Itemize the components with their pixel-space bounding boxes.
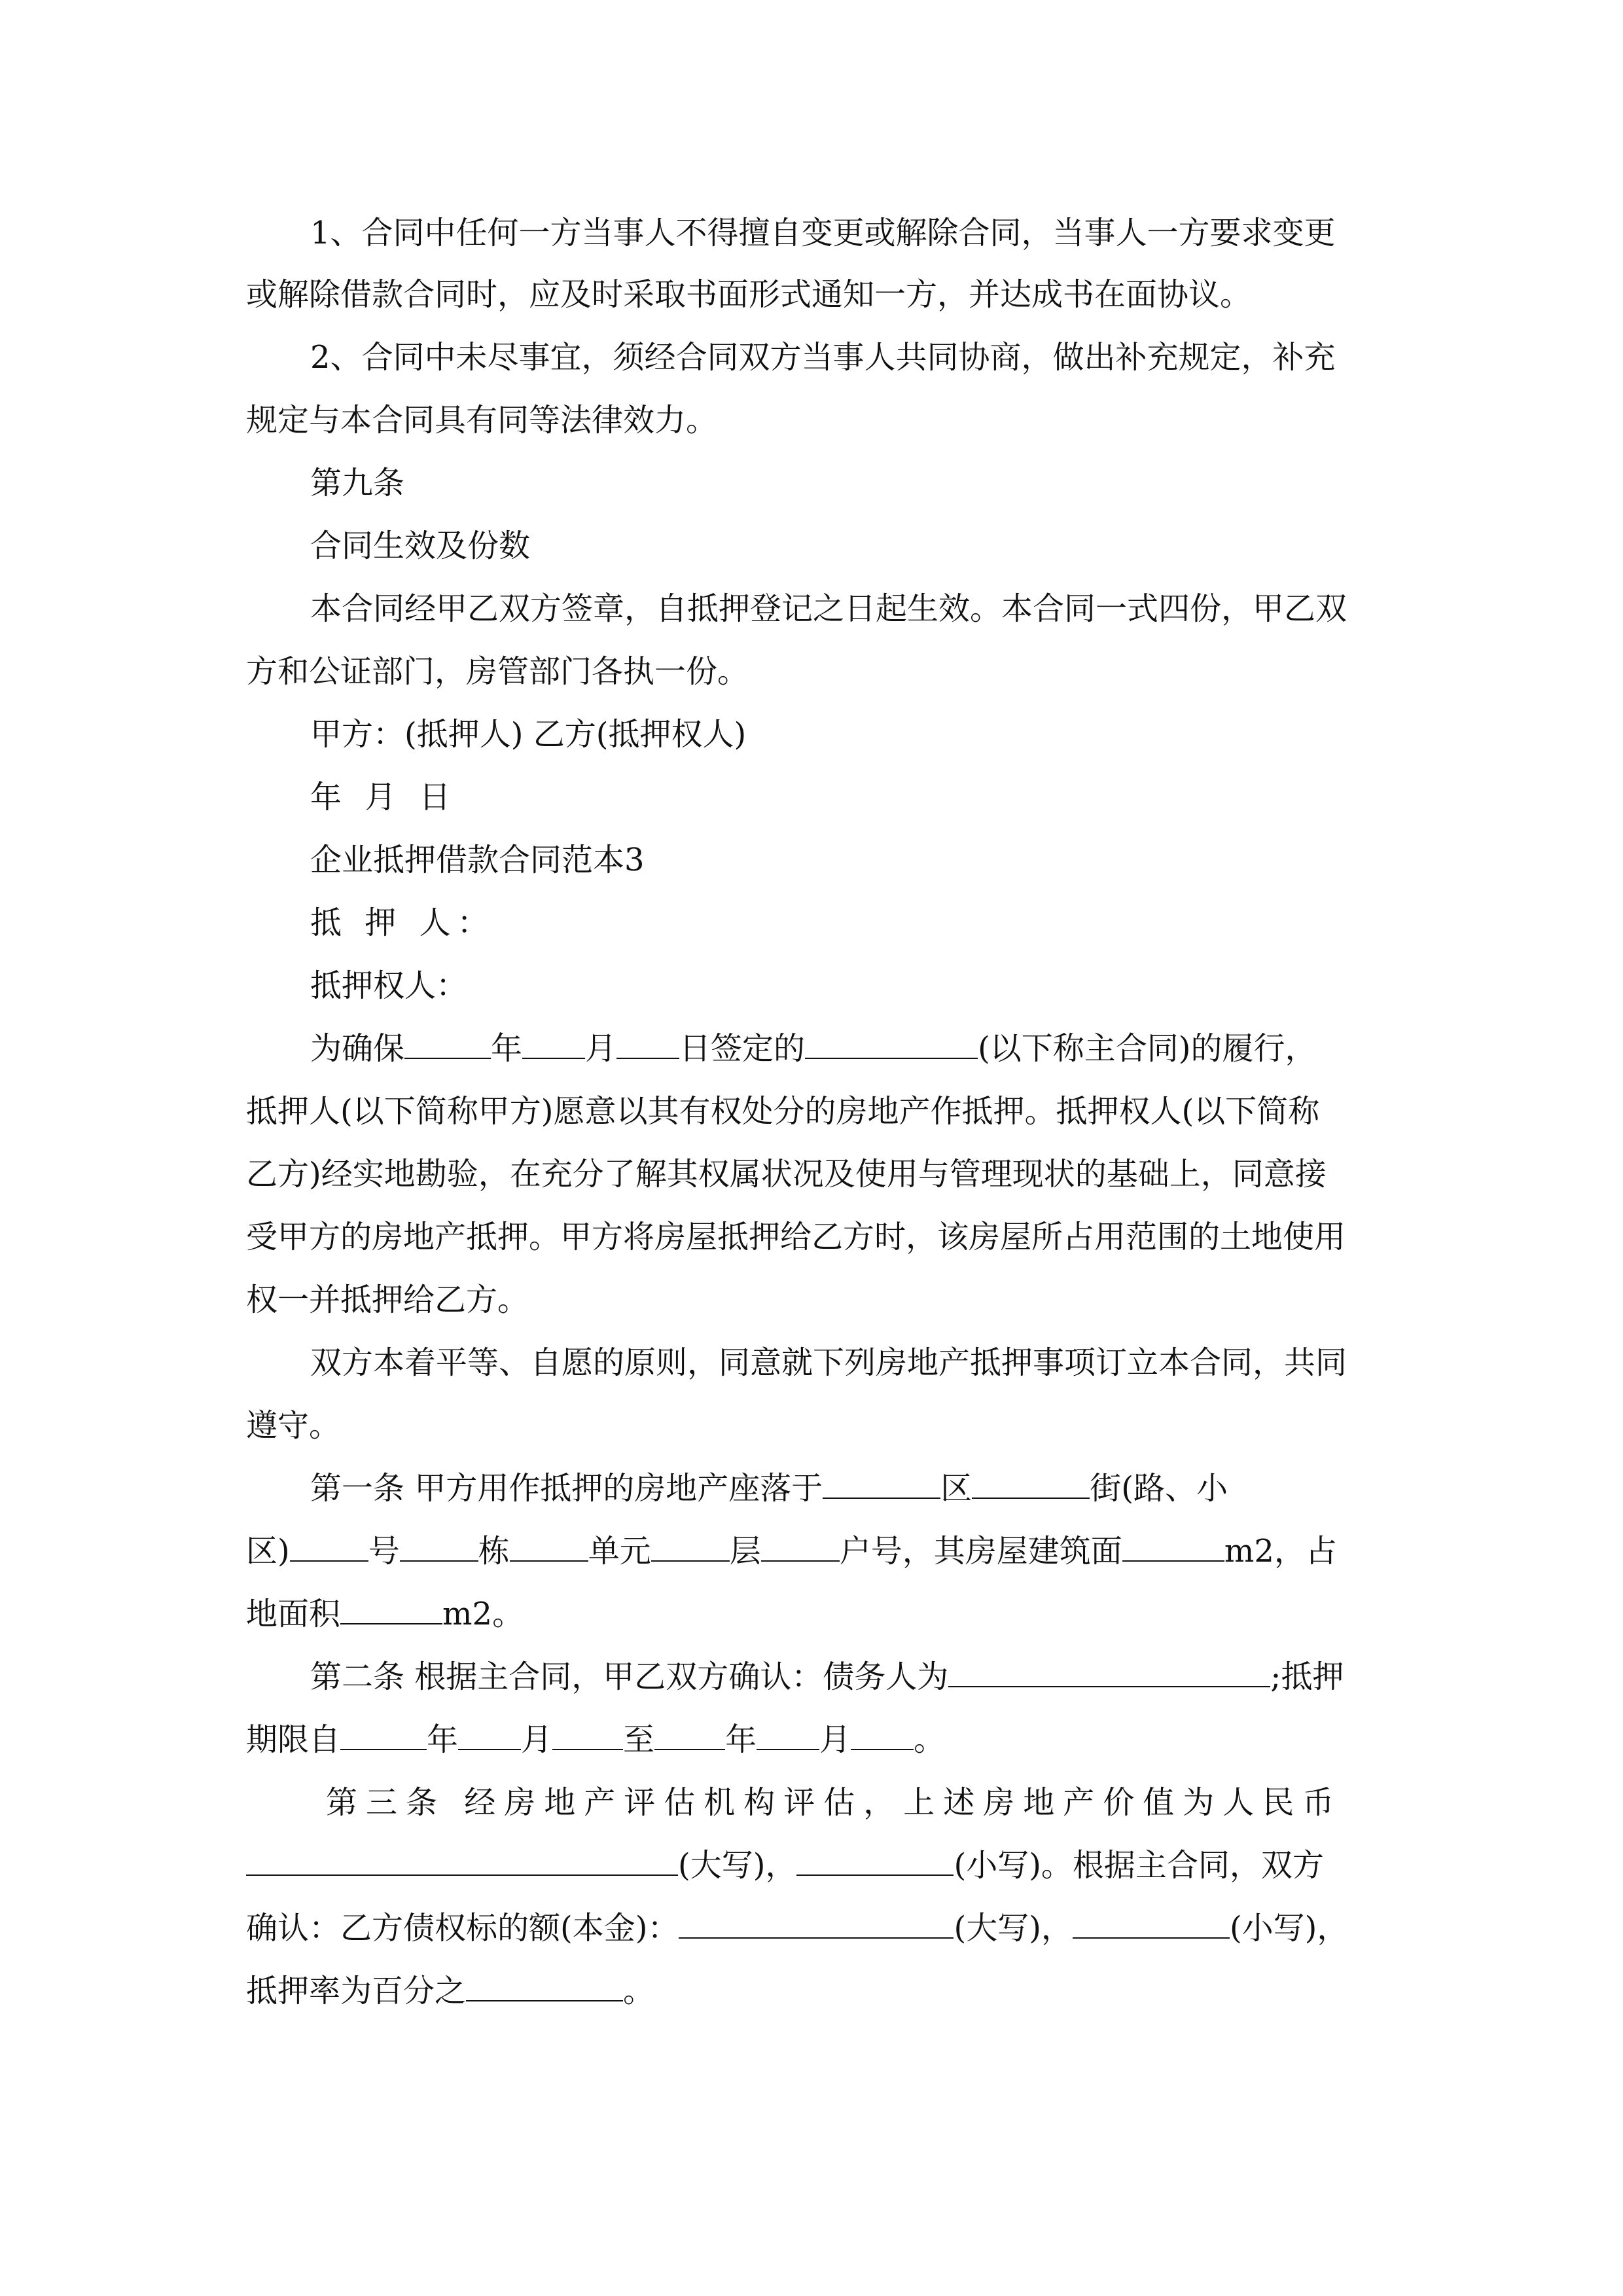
mortgagee-label: 抵押权人： <box>310 967 468 1004</box>
text-segment: 年 <box>725 1721 757 1758</box>
article-2-line-2 <box>246 1720 1378 1759</box>
article-3-line-3 <box>246 1909 1378 1948</box>
paragraph-2-line-1: 2、合同中未尽事宜，须经合同双方当事人共同协商，做出补充规定，补充 <box>310 339 1336 376</box>
blank-start-month <box>458 1720 521 1750</box>
text-segment: 年 <box>491 1030 523 1067</box>
text-segment: 栋 <box>478 1533 510 1570</box>
blank-number <box>290 1532 368 1562</box>
text-segment: 层 <box>729 1533 761 1570</box>
text-segment: 区 <box>940 1470 972 1507</box>
blank-start-day <box>552 1720 623 1750</box>
paragraph-4-line-5: 权一并抵押给乙方。 <box>246 1282 529 1318</box>
text-segment: 月 <box>521 1721 553 1758</box>
blank-debtor <box>948 1657 1270 1687</box>
text-segment: 日签定的 <box>679 1030 806 1067</box>
blank-principal-lowercase <box>1073 1909 1230 1939</box>
text-segment: ;抵押 <box>1270 1659 1344 1695</box>
text-segment: 。 <box>914 1721 946 1758</box>
article-3-line-4 <box>246 1971 1378 2011</box>
text-segment: (以下称主合同)的履行， <box>978 1030 1317 1067</box>
blank-value-uppercase <box>246 1846 678 1876</box>
blank-street <box>972 1469 1090 1499</box>
text-segment: 月 <box>585 1030 617 1067</box>
text-segment: 户号，其房屋建筑面 <box>839 1533 1122 1570</box>
blank-unit <box>510 1532 588 1562</box>
text-segment: 月 <box>819 1721 851 1758</box>
blank-mortgage-rate <box>466 1971 623 2001</box>
article-9-heading: 第九条 <box>310 465 405 501</box>
text-segment: 确认：乙方债权标的额(本金)： <box>246 1910 679 1946</box>
mortgagor-label: 抵 押 人： <box>310 905 495 941</box>
blank-year <box>404 1029 491 1059</box>
text-segment: 街(路、小 <box>1090 1470 1228 1507</box>
paragraph-4-line-3: 乙方)经实地勘验，在充分了解其权属状况及使用与管理现状的基础上，同意接 <box>246 1156 1327 1193</box>
blank-end-year <box>654 1720 725 1750</box>
text-segment: m2。 <box>442 1596 524 1632</box>
paragraph-3-line-1: 本合同经甲乙双方签章，自抵押登记之日起生效。本合同一式四份，甲乙双 <box>310 590 1347 627</box>
blank-start-year <box>340 1720 427 1750</box>
article-1-line-2 <box>246 1532 1378 1571</box>
blank-room <box>761 1532 840 1562</box>
paragraph-4-line-2: 抵押人(以下简称甲方)愿意以其有权处分的房地产作抵押。抵押权人(以下简称 <box>246 1093 1320 1130</box>
article-1-line-1 <box>310 1469 1378 1508</box>
paragraph-2-line-2: 规定与本合同具有同等法律效力。 <box>246 402 718 439</box>
blank-district <box>823 1469 940 1499</box>
blank-floor <box>651 1532 730 1562</box>
text-segment: 区) <box>246 1533 290 1570</box>
template-title: 企业抵押借款合同范本3 <box>310 842 645 878</box>
article-3-line-2 <box>246 1846 1378 1885</box>
blank-building-area <box>1122 1532 1224 1562</box>
text-segment: (大写)， <box>954 1910 1073 1946</box>
text-segment: (小写)， <box>1229 1910 1349 1946</box>
text-segment: 地面积 <box>246 1596 341 1632</box>
text-segment: 为确保 <box>310 1030 405 1067</box>
text-segment: (小写)。根据主合同，双方 <box>954 1847 1324 1884</box>
paragraph-4-line-1 <box>310 1029 1378 1068</box>
date-line: 年 月 日 <box>310 779 457 816</box>
text-segment: 抵押率为百分之 <box>246 1973 467 2009</box>
blank-land-area <box>340 1594 442 1624</box>
paragraph-5-line-2: 遵守。 <box>246 1407 341 1444</box>
blank-principal-uppercase <box>679 1909 954 1939</box>
signature-line: 甲方：(抵押人) 乙方(抵押权人) <box>310 716 747 753</box>
text-segment: (大写)， <box>678 1847 797 1884</box>
blank-day <box>616 1029 679 1059</box>
text-segment: 第一条 甲方用作抵押的房地产座落于 <box>310 1470 823 1507</box>
paragraph-4-line-4: 受甲方的房地产抵押。甲方将房屋抵押给乙方时，该房屋所占用范围的土地使用 <box>246 1219 1346 1255</box>
article-3-line-1: 第三条 经房地产评估机构评估，上述房地产价值为人民币 <box>326 1784 1343 1821</box>
blank-value-lowercase <box>796 1846 954 1876</box>
article-2-line-1 <box>310 1657 1378 1696</box>
paragraph-1-line-1: 1、合同中任何一方当事人不得擅自变更或解除合同，当事人一方要求变更 <box>310 215 1336 251</box>
paragraph-1-line-2: 或解除借款合同时，应及时采取书面形式通知一方，并达成书在面协议。 <box>246 276 1252 313</box>
article-9-title: 合同生效及份数 <box>310 528 531 564</box>
paragraph-3-line-2: 方和公证部门，房管部门各执一份。 <box>246 653 749 690</box>
text-segment: 至 <box>623 1721 655 1758</box>
blank-contract-name <box>805 1029 978 1059</box>
text-segment: 单元 <box>588 1533 651 1570</box>
text-segment: 年 <box>427 1721 459 1758</box>
text-segment: 期限自 <box>246 1721 341 1758</box>
text-segment: 号 <box>368 1533 400 1570</box>
text-segment: 第二条 根据主合同，甲乙双方确认：债务人为 <box>310 1659 949 1695</box>
paragraph-5-line-1: 双方本着平等、自愿的原则，同意就下列房地产抵押事项订立本合同，共同 <box>310 1344 1347 1381</box>
blank-month <box>522 1029 585 1059</box>
blank-end-month <box>757 1720 819 1750</box>
blank-end-day <box>851 1720 914 1750</box>
text-segment: 。 <box>623 1973 655 2009</box>
blank-building <box>400 1532 478 1562</box>
text-segment: m2，占 <box>1224 1533 1337 1570</box>
article-1-line-3 <box>246 1594 1378 1634</box>
